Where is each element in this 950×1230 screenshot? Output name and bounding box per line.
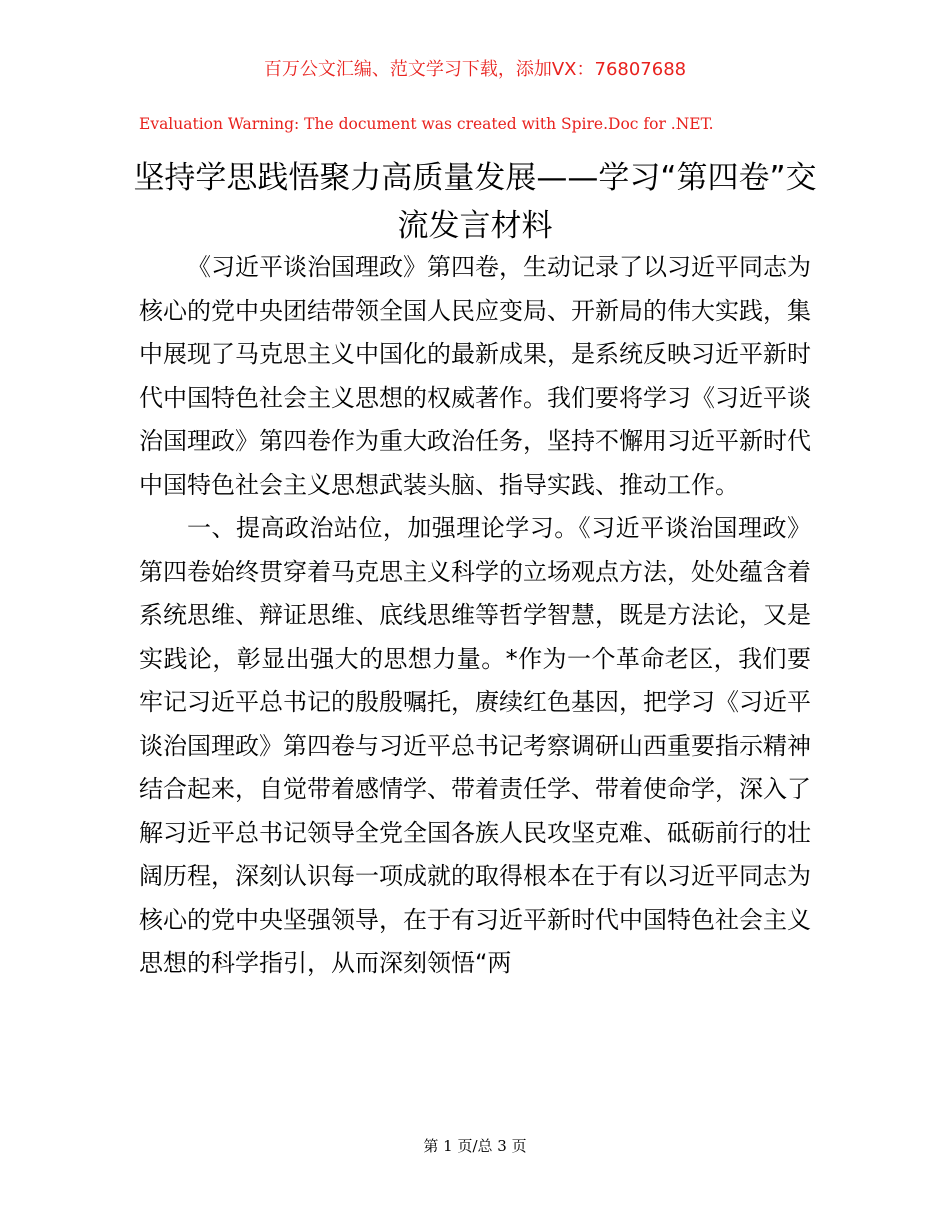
document-title: 坚持学思践悟聚力高质量发展——学习“第四卷”交流发言材料 bbox=[133, 160, 817, 244]
evaluation-warning: Evaluation Warning: The document was created with Spire.Doc for .NET. bbox=[139, 115, 714, 133]
document-body bbox=[139, 246, 811, 986]
paragraph-intro: 《习近平谈治国理政》第四卷，生动记录了以习近平同志为核心的党中央团结带领全国人民应变局、开新局的伟大实践，集中展现了马克思主义中国化的最新成果，是系统反映习近平新时代中国特色社会主义思想的权威著作。我们要将学习《习近平谈治国理政》第四卷作为重大政治任务，坚持不懈用习近平新时代中国特色社会主义思想武装头脑、指导实践、推动工作。 bbox=[139, 253, 811, 499]
header-banner: 百万公文汇编、范文学习下载，添加VX：76807688 bbox=[263, 59, 687, 80]
page-indicator: 第 1 页/总 3 页 bbox=[423, 1137, 527, 1155]
paragraph-section-one: 一、提高政治站位，加强理论学习。《习近平谈治国理政》第四卷始终贯穿着马克思主义科学的立场观点方法，处处蕴含着系统思维、辩证思维、底线思维等哲学智慧，既是方法论，又是实践论，彰显出强大的思想力量。*作为一个革命老区，我们要牢记习近平总书记的殷殷嘱托，赓续红色基因，把学习《习近平谈治国理政》第四卷与习近平总书记考察调研山西重要指示精神结合起来，自觉带着感情学、带着责任学、带着使命学，深入了解习近平总书记领导全党全国各族人民攻坚克难、砥砺前行的壮阔历程，深刻认识每一项成就的取得根本在于有以习近平同志为核心的党中央坚强领导，在于有习近平新时代中国特色社会主义思想的科学指引，从而深刻领悟“两 bbox=[139, 514, 811, 977]
